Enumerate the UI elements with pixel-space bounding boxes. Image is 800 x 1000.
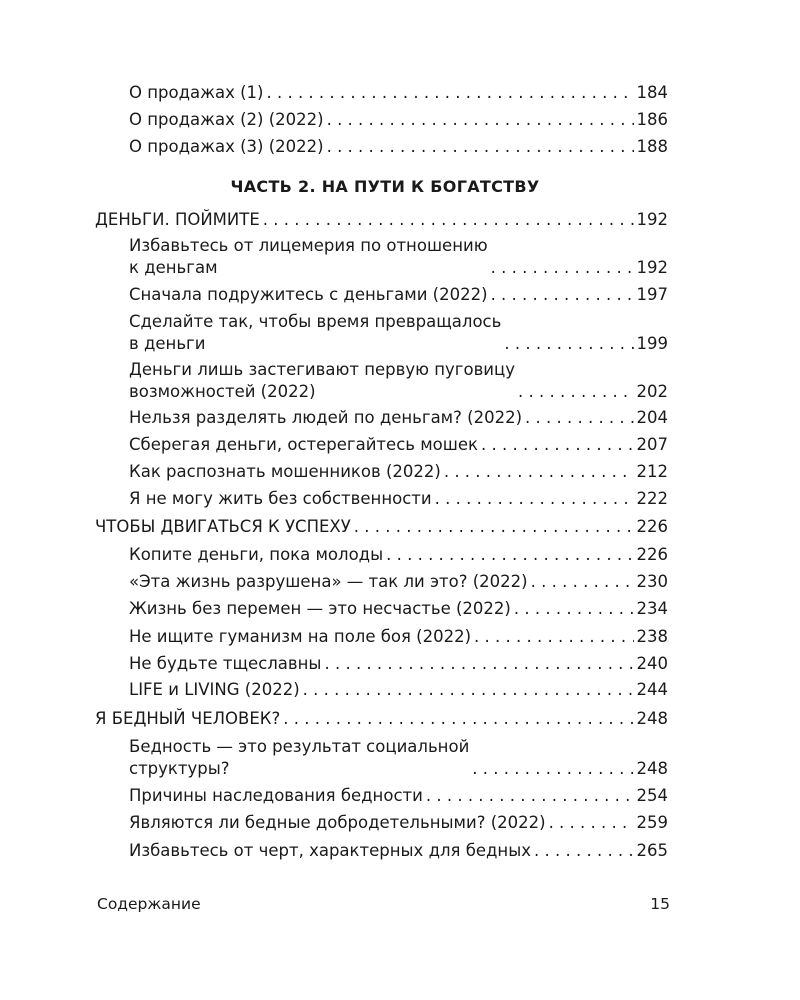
toc-entry-title: Копите деньги, пока молоды <box>129 545 384 564</box>
toc-chapter <box>95 209 668 231</box>
dot-leader <box>426 785 634 807</box>
toc-entry-page: 188 <box>636 137 668 156</box>
toc-entry <box>129 311 668 355</box>
page-number: 15 <box>650 895 670 913</box>
toc-entry-page: 254 <box>636 786 668 805</box>
dot-leader <box>514 598 634 620</box>
toc-entry <box>129 109 668 131</box>
toc-entry <box>129 679 668 701</box>
toc-entry <box>129 434 668 456</box>
running-footer-section: Содержание <box>97 895 201 913</box>
toc-entry-title: Избавьтесь от черт, характерных для бедных <box>129 841 532 860</box>
dot-leader <box>327 136 634 158</box>
toc-entry-page: 240 <box>636 654 668 673</box>
toc-entry-page: 234 <box>636 599 668 618</box>
toc-entry <box>129 653 668 675</box>
dot-leader <box>472 758 633 780</box>
toc-entry <box>129 840 668 862</box>
toc-entry <box>129 284 668 306</box>
toc-entry <box>129 461 668 483</box>
dot-leader <box>303 679 634 701</box>
toc-entry-title-line: к деньгам <box>129 258 218 277</box>
toc-entry-title-line: структуры? <box>129 759 230 778</box>
toc-entry-page: 199 <box>636 334 668 353</box>
toc-entry <box>129 235 668 279</box>
part-heading: ЧАСТЬ 2. НА ПУТИ К БОГАТСТВУ <box>230 177 540 196</box>
toc-entry-title: Жизнь без перемен — это несчастье (2022) <box>129 599 511 618</box>
toc-entry-page: 226 <box>636 545 668 564</box>
dot-leader <box>518 381 633 403</box>
toc-entry-title <box>129 235 488 279</box>
toc-chapter-page: 248 <box>636 709 668 728</box>
toc-entry-title: Сберегая деньги, остерегайтесь мошек <box>129 435 478 454</box>
toc-entry-page: 222 <box>636 489 668 508</box>
dot-leader <box>327 109 634 131</box>
toc-entry-title-line: в деньги <box>129 334 206 353</box>
dot-leader <box>504 333 633 355</box>
dot-leader <box>263 209 634 231</box>
toc-entry <box>129 626 668 648</box>
toc-entry-title <box>129 359 515 403</box>
toc-entry-title: Являются ли бедные добродетельными? (2022) <box>129 813 546 832</box>
dot-leader <box>491 284 634 306</box>
toc-entry <box>129 571 668 593</box>
toc-entry-title-line: Бедность — это результат социальной <box>129 737 470 756</box>
toc-chapter-title: ЧТОБЫ ДВИГАТЬСЯ К УСПЕХУ <box>95 517 351 536</box>
dot-leader <box>354 516 634 538</box>
toc-entry <box>129 544 668 566</box>
toc-chapter-title: Я БЕДНЫЙ ЧЕЛОВЕК? <box>95 709 281 728</box>
toc-entry-title: О продажах (2) (2022) <box>129 110 324 129</box>
toc-entry-title: О продажах (3) (2022) <box>129 137 324 156</box>
dot-leader <box>386 544 633 566</box>
toc-entry <box>129 812 668 834</box>
toc-entry-page: 265 <box>636 841 668 860</box>
toc-chapter-page: 192 <box>636 210 668 229</box>
toc-entry <box>129 359 668 403</box>
dot-leader <box>534 840 633 862</box>
toc-entry-title: Не ищите гуманизм на поле боя (2022) <box>129 627 472 646</box>
toc-entry <box>129 736 668 780</box>
toc-entry-title: Причины наследования бедности <box>129 786 423 805</box>
toc-entry-page: 238 <box>636 627 668 646</box>
toc-entry-title: Нельзя разделять людей по деньгам? (2022) <box>129 408 523 427</box>
dot-leader <box>481 434 634 456</box>
toc-entry-page: 192 <box>636 258 668 277</box>
dot-leader <box>283 708 633 730</box>
toc-chapter-page: 226 <box>636 517 668 536</box>
toc-chapter <box>95 516 668 538</box>
toc-entry-title-line: возможностей (2022) <box>129 382 316 401</box>
toc-entry-page: 197 <box>636 285 668 304</box>
toc-entry-page: 230 <box>636 572 668 591</box>
toc-entry-title: Не будьте тщеславны <box>129 654 322 673</box>
dot-leader <box>491 257 634 279</box>
toc-entry-title: Как распознать мошенников (2022) <box>129 462 441 481</box>
toc-chapter <box>95 708 668 730</box>
toc-entry-page: 202 <box>636 382 668 401</box>
toc-entry-page: 212 <box>636 462 668 481</box>
dot-leader <box>266 82 633 104</box>
toc-chapter-title: ДЕНЬГИ. ПОЙМИТЕ <box>95 210 260 229</box>
dot-leader <box>444 461 634 483</box>
toc-entry-title: Сначала подружитесь с деньгами (2022) <box>129 285 488 304</box>
toc-entry-title-line: Деньги лишь застегивают первую пуговицу <box>129 360 516 379</box>
dot-leader <box>525 407 633 429</box>
toc-entry-page: 259 <box>636 813 668 832</box>
toc-entry-page: 207 <box>636 435 668 454</box>
dot-leader <box>435 488 634 510</box>
toc-entry <box>129 136 668 158</box>
toc-entry-page: 184 <box>636 83 668 102</box>
toc-entry-title: «Эта жизнь разрушена» — так ли это? (2022) <box>129 572 528 591</box>
dot-leader <box>474 626 633 648</box>
toc-entry-page: 204 <box>636 408 668 427</box>
toc-entry-title <box>129 736 469 780</box>
toc-entry <box>129 82 668 104</box>
toc-entry-page: 186 <box>636 110 668 129</box>
toc-entry <box>129 785 668 807</box>
toc-entry-title: LIFE и LIVING (2022) <box>129 680 300 699</box>
toc-entry <box>129 407 668 429</box>
toc-entry <box>129 598 668 620</box>
toc-entry <box>129 488 668 510</box>
dot-leader <box>324 653 633 675</box>
toc-entry-page: 248 <box>636 759 668 778</box>
toc-entry-title-line: Избавьтесь от лицемерия по отношению <box>129 236 488 255</box>
dot-leader <box>531 571 634 593</box>
dot-leader <box>549 812 634 834</box>
toc-entry-title-line: Сделайте так, чтобы время превращалось <box>129 312 502 331</box>
toc-entry-title: О продажах (1) <box>129 83 264 102</box>
toc-entry-page: 244 <box>636 680 668 699</box>
toc-entry-title <box>129 311 501 355</box>
toc-entry-title: Я не могу жить без собственности <box>129 489 432 508</box>
